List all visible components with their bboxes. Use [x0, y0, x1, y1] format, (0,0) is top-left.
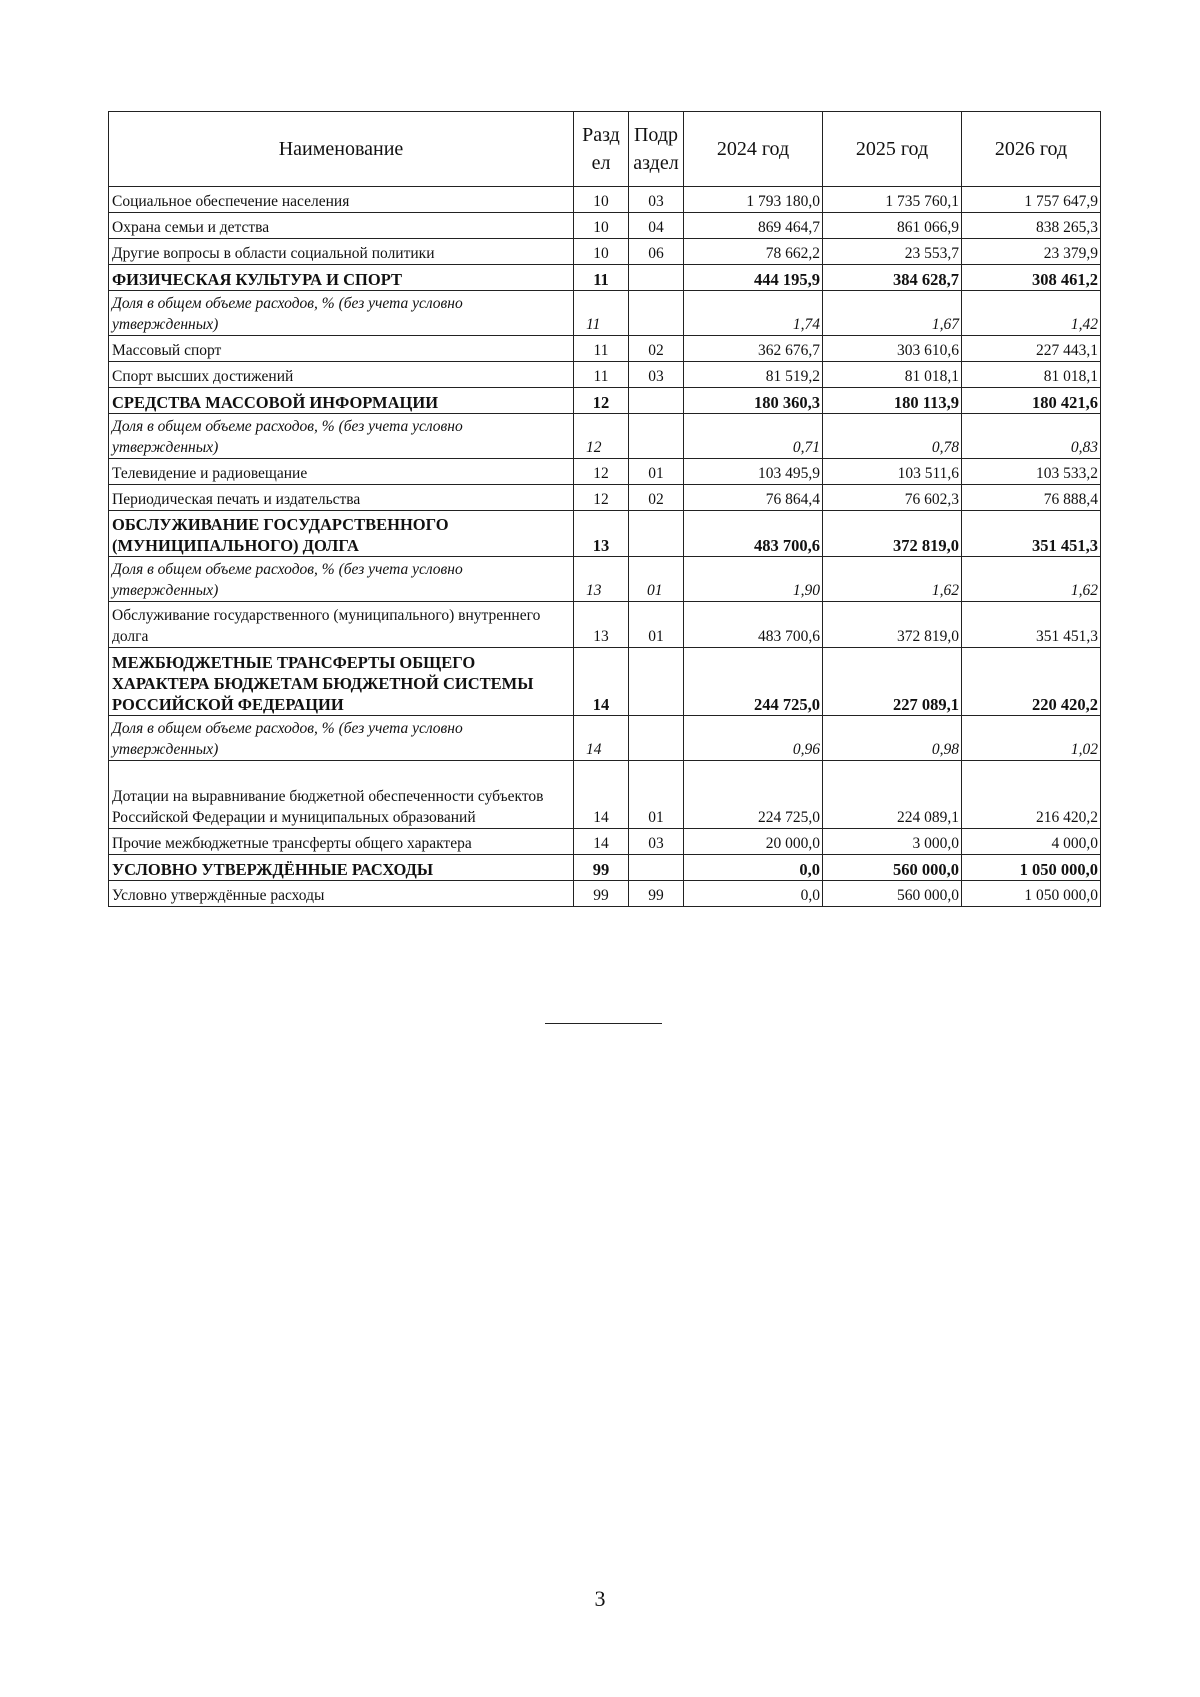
table-section-row [109, 511, 1101, 557]
row-value-2026: 81 018,1 [962, 362, 1101, 388]
row-value-2025: 76 602,3 [823, 485, 962, 511]
row-podrazdel [629, 511, 684, 557]
row-value-2025: 0,78 [823, 414, 962, 459]
header-2026: 2026 год [962, 112, 1101, 187]
row-value-2026: 216 420,2 [962, 761, 1101, 829]
row-value-2026: 23 379,9 [962, 239, 1101, 265]
row-name: Массовый спорт [109, 336, 574, 362]
header-2024: 2024 год [684, 112, 823, 187]
row-razdel: 13 [574, 602, 629, 648]
row-razdel: 11 [574, 291, 629, 336]
row-razdel: 14 [574, 829, 629, 855]
row-value-2026: 351 451,3 [962, 511, 1101, 557]
table-row [109, 761, 1101, 829]
table-header-row [109, 112, 1101, 187]
row-name: Доля в общем объеме расходов, % (без учета условно утвержденных) [109, 716, 574, 761]
row-razdel: 13 [574, 511, 629, 557]
row-value-2025: 560 000,0 [823, 855, 962, 881]
table-section-row [109, 648, 1101, 716]
table-section-row [109, 855, 1101, 881]
row-value-2024: 362 676,7 [684, 336, 823, 362]
row-razdel: 11 [574, 362, 629, 388]
row-value-2024: 0,71 [684, 414, 823, 459]
row-podrazdel [629, 291, 684, 336]
row-value-2026: 308 461,2 [962, 265, 1101, 291]
page-number: 3 [594, 1586, 606, 1611]
row-value-2024: 224 725,0 [684, 761, 823, 829]
row-value-2026: 103 533,2 [962, 459, 1101, 485]
row-podrazdel: 01 [629, 459, 684, 485]
row-podrazdel [629, 388, 684, 414]
row-value-2025: 227 089,1 [823, 648, 962, 716]
row-podrazdel: 06 [629, 239, 684, 265]
row-podrazdel: 03 [629, 187, 684, 213]
table-row [109, 239, 1101, 265]
table-section-row [109, 388, 1101, 414]
row-name: Обслуживание государственного (муниципального) внутреннего долга [109, 602, 574, 648]
row-razdel: 10 [574, 187, 629, 213]
row-razdel: 12 [574, 388, 629, 414]
row-value-2024: 483 700,6 [684, 602, 823, 648]
row-podrazdel: 03 [629, 362, 684, 388]
row-razdel: 12 [574, 485, 629, 511]
header-name: Наименование [109, 112, 574, 187]
row-value-2025: 224 089,1 [823, 761, 962, 829]
row-podrazdel: 01 [629, 602, 684, 648]
row-value-2025: 384 628,7 [823, 265, 962, 291]
table-row [109, 829, 1101, 855]
row-value-2025: 1,67 [823, 291, 962, 336]
row-name: Охрана семьи и детства [109, 213, 574, 239]
row-value-2025: 23 553,7 [823, 239, 962, 265]
row-value-2024: 244 725,0 [684, 648, 823, 716]
row-podrazdel: 99 [629, 881, 684, 907]
row-name: Другие вопросы в области социальной политики [109, 239, 574, 265]
row-value-2024: 76 864,4 [684, 485, 823, 511]
row-podrazdel [629, 648, 684, 716]
row-podrazdel: 01 [629, 761, 684, 829]
end-rule [545, 1023, 662, 1024]
row-razdel: 13 [574, 557, 629, 602]
row-value-2025: 303 610,6 [823, 336, 962, 362]
table-row [109, 459, 1101, 485]
row-name: Периодическая печать и издательства [109, 485, 574, 511]
row-podrazdel [629, 855, 684, 881]
row-value-2026: 351 451,3 [962, 602, 1101, 648]
table-row [109, 213, 1101, 239]
row-podrazdel: 02 [629, 336, 684, 362]
row-podrazdel: 03 [629, 829, 684, 855]
row-razdel: 11 [574, 336, 629, 362]
table-row [109, 362, 1101, 388]
row-podrazdel: 01 [629, 557, 684, 602]
row-name: МЕЖБЮДЖЕТНЫЕ ТРАНСФЕРТЫ ОБЩЕГО ХАРАКТЕРА БЮДЖЕТАМ БЮДЖЕТНОЙ СИСТЕМЫ РОССИЙСКОЙ ФЕДЕРАЦИИ [109, 648, 574, 716]
row-value-2024: 20 000,0 [684, 829, 823, 855]
row-value-2024: 869 464,7 [684, 213, 823, 239]
table-share-row [109, 291, 1101, 336]
header-podrazdel: Подр аздел [629, 112, 684, 187]
row-value-2025: 180 113,9 [823, 388, 962, 414]
row-value-2026: 227 443,1 [962, 336, 1101, 362]
row-name: Условно утверждённые расходы [109, 881, 574, 907]
row-razdel: 10 [574, 213, 629, 239]
table-row [109, 187, 1101, 213]
row-razdel: 12 [574, 459, 629, 485]
row-value-2026: 4 000,0 [962, 829, 1101, 855]
row-name: Доля в общем объеме расходов, % (без учета условно утвержденных) [109, 557, 574, 602]
row-value-2025: 103 511,6 [823, 459, 962, 485]
row-value-2025: 1,62 [823, 557, 962, 602]
row-podrazdel [629, 716, 684, 761]
row-value-2025: 372 819,0 [823, 602, 962, 648]
row-value-2024: 444 195,9 [684, 265, 823, 291]
row-value-2025: 3 000,0 [823, 829, 962, 855]
row-value-2025: 0,98 [823, 716, 962, 761]
row-value-2025: 861 066,9 [823, 213, 962, 239]
row-name: УСЛОВНО УТВЕРЖДЁННЫЕ РАСХОДЫ [109, 855, 574, 881]
row-name: ФИЗИЧЕСКАЯ КУЛЬТУРА И СПОРТ [109, 265, 574, 291]
table-section-row [109, 265, 1101, 291]
row-razdel: 99 [574, 881, 629, 907]
table-share-row [109, 414, 1101, 459]
row-value-2026: 1,42 [962, 291, 1101, 336]
row-podrazdel [629, 265, 684, 291]
table-share-row [109, 557, 1101, 602]
row-name: Прочие межбюджетные трансферты общего характера [109, 829, 574, 855]
header-2025: 2025 год [823, 112, 962, 187]
row-razdel: 14 [574, 761, 629, 829]
table-row [109, 485, 1101, 511]
row-podrazdel: 02 [629, 485, 684, 511]
row-razdel: 10 [574, 239, 629, 265]
row-razdel: 14 [574, 716, 629, 761]
row-value-2024: 1 793 180,0 [684, 187, 823, 213]
row-value-2026: 838 265,3 [962, 213, 1101, 239]
row-value-2025: 1 735 760,1 [823, 187, 962, 213]
row-value-2024: 0,0 [684, 855, 823, 881]
row-value-2024: 78 662,2 [684, 239, 823, 265]
row-razdel: 14 [574, 648, 629, 716]
row-value-2026: 0,83 [962, 414, 1101, 459]
row-value-2024: 1,90 [684, 557, 823, 602]
row-name: Спорт высших достижений [109, 362, 574, 388]
row-value-2024: 180 360,3 [684, 388, 823, 414]
row-name: Доля в общем объеме расходов, % (без учета условно утвержденных) [109, 414, 574, 459]
row-value-2024: 483 700,6 [684, 511, 823, 557]
row-value-2025: 372 819,0 [823, 511, 962, 557]
row-value-2026: 1 757 647,9 [962, 187, 1101, 213]
row-value-2024: 0,96 [684, 716, 823, 761]
row-value-2026: 1,02 [962, 716, 1101, 761]
row-value-2025: 560 000,0 [823, 881, 962, 907]
row-name: СРЕДСТВА МАССОВОЙ ИНФОРМАЦИИ [109, 388, 574, 414]
row-razdel: 99 [574, 855, 629, 881]
row-podrazdel [629, 414, 684, 459]
budget-table [108, 111, 1101, 907]
row-value-2026: 1 050 000,0 [962, 881, 1101, 907]
row-razdel: 12 [574, 414, 629, 459]
table-share-row [109, 716, 1101, 761]
row-value-2025: 81 018,1 [823, 362, 962, 388]
row-value-2024: 0,0 [684, 881, 823, 907]
row-name: Социальное обеспечение населения [109, 187, 574, 213]
row-value-2026: 1,62 [962, 557, 1101, 602]
row-name: Дотации на выравнивание бюджетной обеспеченности субъектов Российской Федерации и муниципальных образований [109, 761, 574, 829]
table-row [109, 881, 1101, 907]
row-podrazdel: 04 [629, 213, 684, 239]
row-value-2026: 220 420,2 [962, 648, 1101, 716]
row-value-2024: 81 519,2 [684, 362, 823, 388]
row-name: Доля в общем объеме расходов, % (без учета условно утвержденных) [109, 291, 574, 336]
table-row [109, 336, 1101, 362]
table-row [109, 602, 1101, 648]
row-value-2026: 180 421,6 [962, 388, 1101, 414]
row-value-2026: 1 050 000,0 [962, 855, 1101, 881]
row-value-2026: 76 888,4 [962, 485, 1101, 511]
row-value-2024: 103 495,9 [684, 459, 823, 485]
row-name: ОБСЛУЖИВАНИЕ ГОСУДАРСТВЕННОГО (МУНИЦИПАЛЬНОГО) ДОЛГА [109, 511, 574, 557]
header-razdel: Разд ел [574, 112, 629, 187]
row-name: Телевидение и радиовещание [109, 459, 574, 485]
row-value-2024: 1,74 [684, 291, 823, 336]
row-razdel: 11 [574, 265, 629, 291]
table-body [109, 187, 1101, 907]
